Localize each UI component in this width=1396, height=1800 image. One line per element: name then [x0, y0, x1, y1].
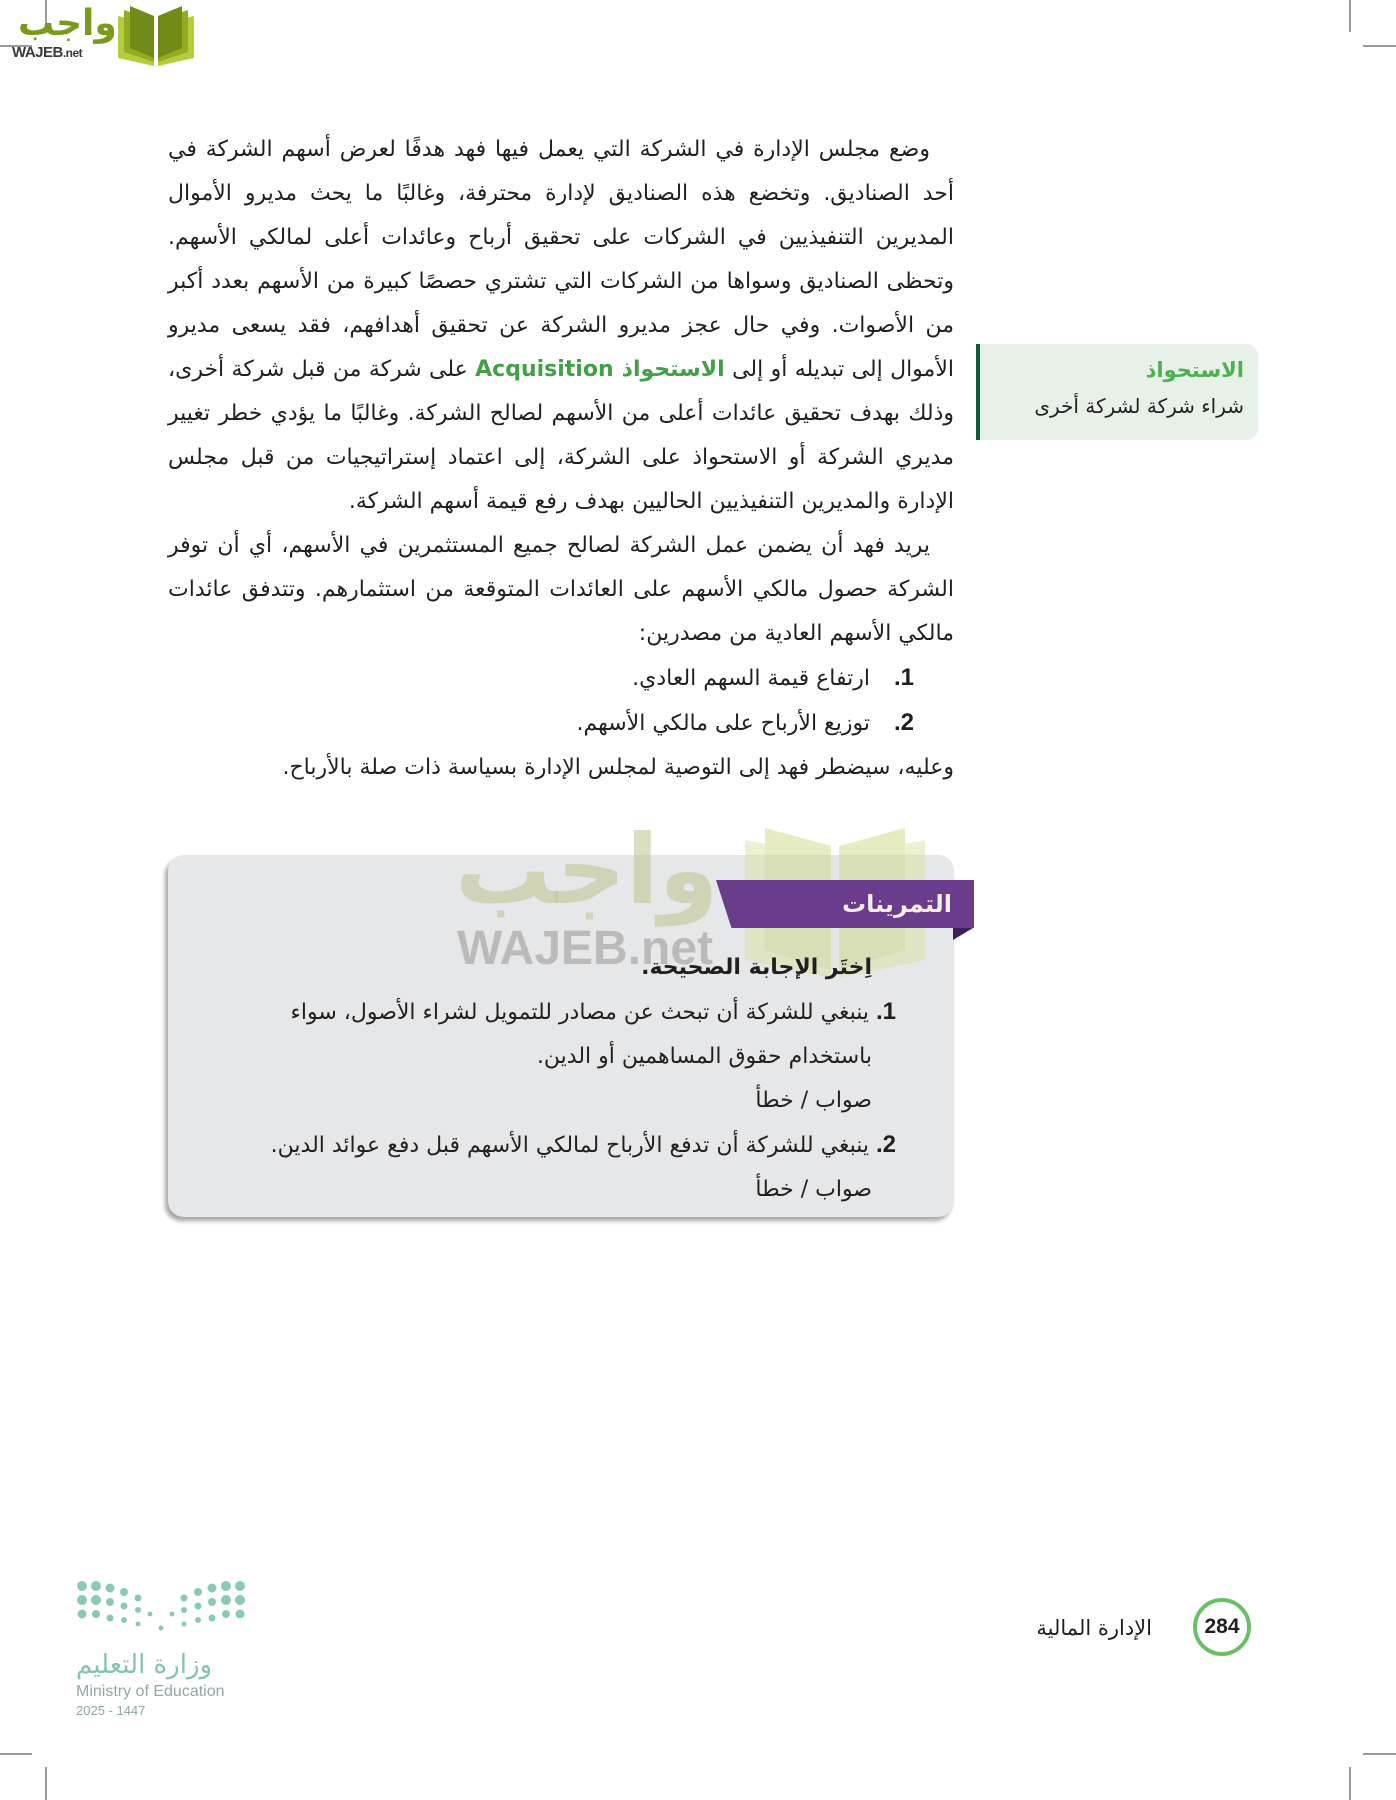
crop-mark-bl-h — [0, 1753, 32, 1755]
term-highlight-acquisition: الاستحواذ Acquisition — [475, 357, 725, 382]
question-2: 2. ينبغي للشركة أن تدفع الأرباح لمالكي الأسهم قبل دفع عوائد الدين. — [270, 1131, 896, 1158]
crop-mark-tr-h — [1363, 45, 1396, 47]
crop-mark-br-h — [1363, 1753, 1396, 1755]
question-2-answer-options[interactable]: صواب / خطأ — [755, 1177, 872, 1202]
exercises-tab-fold — [953, 928, 973, 940]
ministry-english-name: Ministry of Education — [76, 1683, 225, 1700]
section-title: الإدارة المالية — [1036, 1616, 1152, 1640]
crop-mark-tr-v — [1349, 0, 1351, 32]
exercises-content — [196, 946, 896, 1212]
ministry-dots-emblem-icon — [76, 1580, 246, 1640]
page-number: 284 — [1193, 1598, 1251, 1656]
paragraph-2: يريد فهد أن يضمن عمل الشركة لصالح جميع المستثمرين في الأسهم، أي أن توفر الشركة حصول مالكي الأسهم على العائدات المتوقعة من استثمارهم. وتتدفق عائدات مالكي الأسهم العادية من مصدرين: — [168, 533, 954, 646]
exercises-instruction: اِختَر الإجابة الصحيحة. — [641, 955, 872, 980]
ministry-arabic-name: وزارة التعليم — [76, 1650, 213, 1680]
crop-mark-bl-v — [45, 1767, 47, 1800]
body-text — [168, 128, 954, 790]
paragraph-3: وعليه، سيضطر فهد إلى التوصية لمجلس الإدارة بسياسة ذات صلة بالأرباح. — [282, 755, 954, 780]
open-book-icon — [114, 6, 198, 68]
ministry-of-education-logo — [76, 1580, 256, 1730]
glossary-box — [976, 344, 1258, 440]
watermark-latin: WAJEB.net — [457, 922, 714, 975]
logo-latin-text: WAJEB.net — [12, 44, 83, 61]
wajeb-logo[interactable] — [8, 4, 188, 68]
question-1-answer-options[interactable]: صواب / خطأ — [755, 1088, 872, 1113]
question-1: 1. ينبغي للشركة أن تبحث عن مصادر للتمويل لشراء الأصول، سواء باستخدام حقوق المساهمين أو الدين. — [290, 998, 896, 1069]
watermark-arabic: واجب — [455, 814, 719, 926]
glossary-term: الاستحواذ — [1145, 358, 1244, 382]
list-item-1: 1.ارتفاع قيمة السهم العادي. — [632, 664, 914, 691]
paragraph-1: وضع مجلس الإدارة في الشركة التي يعمل فيها فهد هدفًا لعرض أسهم الشركة في أحد الصناديق. وتخضع هذه الصناديق لإدارة محترفة، وغالبًا ما يحث مديرو الأموال المديرين التنفيذيين في الشركات على تحقيق أرباح وعائدات أعلى لمالكي الأسهم. وتحظى الصناديق وسواها من الشركات التي تشتري حصصًا كبيرة من الأسهم بعدد أكبر من الأصوات. وفي حال عجز مديرو الشركة عن تحقيق أهدافهم، فقد يسعى مديرو الأموال إلى تبديله أو إلى الاستحواذ Acquisition على شركة من قبل شركة أخرى، وذلك بهدف تحقيق عائدات أعلى من الأسهم لصالح الشركة. وغالبًا ما يؤدي خطر تغيير مديري الشركة أو الاستحواذ على الشركة، إلى اعتماد إستراتيجيات من قبل مجلس الإدارة والمديرين التنفيذيين الحاليين بهدف رفع قيمة أسهم الشركة. — [168, 137, 954, 514]
exercises-title: التمرينات — [842, 890, 952, 918]
ministry-year: 2025 - 1447 — [76, 1703, 146, 1718]
list-item-2: 2.توزيع الأرباح على مالكي الأسهم. — [576, 709, 914, 736]
logo-arabic-text: واجب — [18, 3, 117, 44]
glossary-definition: شراء شركة لشركة أخرى — [1034, 394, 1244, 418]
crop-mark-br-v — [1349, 1767, 1351, 1800]
